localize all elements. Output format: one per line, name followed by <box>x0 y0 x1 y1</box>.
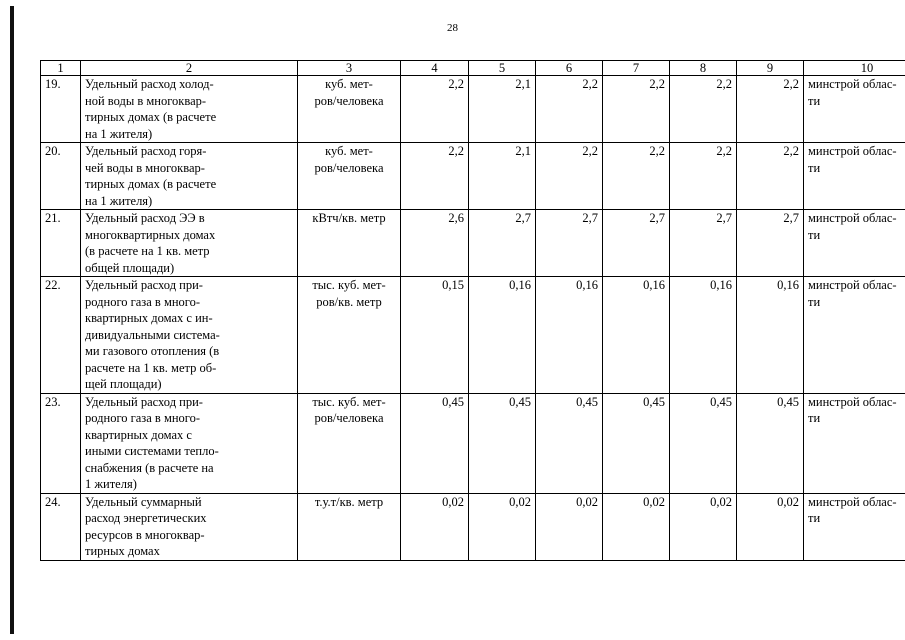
responsible-body <box>804 493 905 560</box>
value-cell: 0,02 <box>536 493 603 560</box>
indicator-name-line: иными системами тепло- <box>85 444 219 458</box>
indicator-name-line: родного газа в много- <box>85 411 201 425</box>
indicator-name-line: квартирных домах с <box>85 427 192 442</box>
unit-line: тыс. куб. мет- <box>312 394 386 409</box>
column-header-6: 6 <box>536 61 603 76</box>
value-cell: 2,2 <box>536 143 603 210</box>
indicator-name-line: ной воды в многоквар- <box>85 93 207 108</box>
value-cell: 0,02 <box>603 493 670 560</box>
indicator-name-line: щей площади) <box>85 377 162 391</box>
indicator-name-line: Удельный расход при- <box>85 278 203 292</box>
value-cell: 2,2 <box>737 76 804 143</box>
indicator-name-line: на 1 жителя) <box>85 193 153 208</box>
column-header-3: 3 <box>298 61 401 76</box>
indicator-name-line: общей площади) <box>85 260 175 275</box>
indicator-name-line: 1 жителя) <box>85 477 137 491</box>
unit-line: ров/человека <box>314 411 384 425</box>
value-cell: 2,2 <box>670 76 737 143</box>
indicator-name-line: тирных домах <box>85 544 160 558</box>
indicator-name-line: тирных домах (в расчете <box>85 110 217 124</box>
indicator-name-line: Удельный расход ЭЭ в <box>85 211 205 225</box>
value-cell: 0,45 <box>603 393 670 493</box>
value-cell: 2,2 <box>603 76 670 143</box>
indicator-name-line: Удельный суммарный <box>85 494 202 509</box>
indicator-name-line: многоквартирных домах <box>85 227 216 242</box>
responsible-line: минстрой облас- <box>808 494 897 509</box>
unit-of-measure <box>298 76 401 143</box>
indicator-name-line: ресурсов в многоквар- <box>85 527 205 542</box>
responsible-body <box>804 210 905 277</box>
value-cell: 2,7 <box>469 210 536 277</box>
unit-line: т.у.т/кв. метр <box>314 494 384 509</box>
column-header-9: 9 <box>737 61 804 76</box>
value-cell: 2,7 <box>603 210 670 277</box>
row-number: 20. <box>41 143 81 210</box>
indicator-name-line: тирных домах (в расчете <box>85 177 217 191</box>
responsible-body <box>804 143 905 210</box>
indicator-name-line: Удельный расход горя- <box>85 144 207 158</box>
value-cell: 0,45 <box>670 393 737 493</box>
value-cell: 2,2 <box>401 76 469 143</box>
table-row <box>41 493 905 560</box>
value-cell: 0,02 <box>737 493 804 560</box>
row-number: 22. <box>41 277 81 394</box>
value-cell: 2,6 <box>401 210 469 277</box>
column-header-5: 5 <box>469 61 536 76</box>
indicator-name-line: Удельный расход холод- <box>85 77 214 91</box>
responsible-line: минстрой облас- <box>808 394 897 409</box>
unit-of-measure <box>298 393 401 493</box>
responsible-body <box>804 76 905 143</box>
table-body <box>41 76 905 561</box>
indicator-name <box>81 210 298 277</box>
value-cell: 0,02 <box>670 493 737 560</box>
unit-of-measure <box>298 210 401 277</box>
page-number: 28 <box>447 22 458 34</box>
row-number: 23. <box>41 393 81 493</box>
responsible-body <box>804 277 905 394</box>
unit-line: куб. мет- <box>325 77 373 91</box>
table-header <box>41 61 905 76</box>
unit-line: тыс. куб. мет- <box>312 278 386 292</box>
indicator-name-line: дивидуальными система- <box>85 327 220 342</box>
value-cell: 0,16 <box>536 277 603 394</box>
indicator-name <box>81 143 298 210</box>
value-cell: 0,02 <box>401 493 469 560</box>
indicator-name-line: снабжения (в расчете на <box>85 460 214 475</box>
column-header-7: 7 <box>603 61 670 76</box>
value-cell: 2,7 <box>670 210 737 277</box>
unit-line: ров/человека <box>314 160 384 175</box>
responsible-body <box>804 393 905 493</box>
table-row <box>41 393 905 493</box>
value-cell: 0,02 <box>469 493 536 560</box>
indicator-name-line: на 1 жителя) <box>85 126 153 141</box>
responsible-line: ти <box>808 227 821 242</box>
responsible-line: ти <box>808 294 821 309</box>
column-header-8: 8 <box>670 61 737 76</box>
responsible-line: минстрой облас- <box>808 278 897 292</box>
indicators-table <box>40 60 905 561</box>
unit-of-measure <box>298 277 401 394</box>
column-header-2: 2 <box>81 61 298 76</box>
row-number: 24. <box>41 493 81 560</box>
table-row <box>41 143 905 210</box>
value-cell: 2,1 <box>469 76 536 143</box>
value-cell: 0,16 <box>469 277 536 394</box>
responsible-line: ти <box>808 411 821 425</box>
value-cell: 0,16 <box>737 277 804 394</box>
indicator-name-line: чей воды в многоквар- <box>85 160 205 175</box>
responsible-line: минстрой облас- <box>808 211 897 225</box>
value-cell: 0,16 <box>670 277 737 394</box>
header-row <box>41 61 905 76</box>
value-cell: 2,7 <box>737 210 804 277</box>
unit-line: кВтч/кв. метр <box>312 211 386 225</box>
value-cell: 0,45 <box>469 393 536 493</box>
indicator-name-line: родного газа в много- <box>85 294 201 309</box>
indicator-name-line: (в расчете на 1 кв. метр <box>85 244 210 258</box>
value-cell: 2,2 <box>737 143 804 210</box>
indicator-name-line: расход энергетических <box>85 511 207 525</box>
row-number: 21. <box>41 210 81 277</box>
value-cell: 2,2 <box>536 76 603 143</box>
value-cell: 0,45 <box>737 393 804 493</box>
indicator-name <box>81 493 298 560</box>
responsible-line: ти <box>808 93 821 108</box>
table-row <box>41 210 905 277</box>
value-cell: 2,2 <box>670 143 737 210</box>
column-header-4: 4 <box>401 61 469 76</box>
value-cell: 2,2 <box>401 143 469 210</box>
indicator-name <box>81 393 298 493</box>
unit-line: ров/человека <box>314 93 384 108</box>
unit-line: куб. мет- <box>325 144 373 158</box>
value-cell: 0,15 <box>401 277 469 394</box>
responsible-line: минстрой облас- <box>808 144 897 158</box>
scan-edge-bar <box>10 6 14 634</box>
value-cell: 2,7 <box>536 210 603 277</box>
table-row <box>41 76 905 143</box>
responsible-line: ти <box>808 160 821 175</box>
value-cell: 0,45 <box>536 393 603 493</box>
unit-of-measure <box>298 493 401 560</box>
table-row <box>41 277 905 394</box>
responsible-line: ти <box>808 511 821 525</box>
value-cell: 2,1 <box>469 143 536 210</box>
indicator-name-line: Удельный расход при- <box>85 394 203 409</box>
indicator-name <box>81 277 298 394</box>
unit-line: ров/кв. метр <box>316 294 382 309</box>
value-cell: 0,16 <box>603 277 670 394</box>
indicator-name-line: квартирных домах с ин- <box>85 311 213 325</box>
responsible-line: минстрой облас- <box>808 77 897 91</box>
unit-of-measure <box>298 143 401 210</box>
indicator-name-line: расчете на 1 кв. метр об- <box>85 360 217 375</box>
indicator-name <box>81 76 298 143</box>
value-cell: 0,45 <box>401 393 469 493</box>
indicator-name-line: ми газового отопления (в <box>85 344 220 358</box>
column-header-10: 10 <box>804 61 905 76</box>
value-cell: 2,2 <box>603 143 670 210</box>
row-number: 19. <box>41 76 81 143</box>
column-header-1: 1 <box>41 61 81 76</box>
